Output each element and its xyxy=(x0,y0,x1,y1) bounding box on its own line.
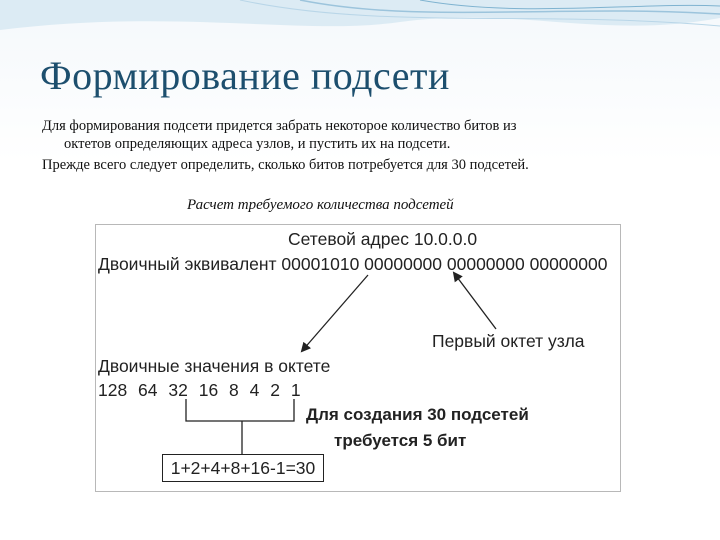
subnet-calculation-figure xyxy=(95,224,621,492)
sum-formula-box xyxy=(162,454,324,482)
result-note-line2: требуется 5 бит xyxy=(334,431,467,450)
sum-formula: 1+2+4+8+16-1=30 xyxy=(170,457,316,478)
paragraph-task: Прежде всего следует определить, сколько битов потребуется для 30 подсетей. xyxy=(42,157,529,173)
bit-weights: 128 64 32 16 8 4 2 1 xyxy=(98,380,301,400)
paragraph-intro-line2: октетов определяющих адреса узлов, и пустить их на подсети. xyxy=(64,136,451,152)
slide-title: Формирование подсети xyxy=(40,53,450,98)
binary-values-label: Двоичные значения в октете xyxy=(98,356,331,376)
figure-caption: Расчет требуемого количества подсетей xyxy=(187,197,454,213)
paragraph-intro-line1: Для формирования подсети придется забрать некоторое количество битов из xyxy=(42,118,517,134)
paragraph-intro xyxy=(42,117,688,153)
network-address: Сетевой адрес 10.0.0.0 xyxy=(288,229,478,249)
first-host-octet-label: Первый октет узла xyxy=(432,331,585,351)
binary-equivalent: Двоичный эквивалент 00001010 00000000 00000000 00000000 xyxy=(98,254,608,274)
decorative-waves xyxy=(0,0,720,60)
result-note-line1: Для создания 30 подсетей xyxy=(306,405,529,424)
